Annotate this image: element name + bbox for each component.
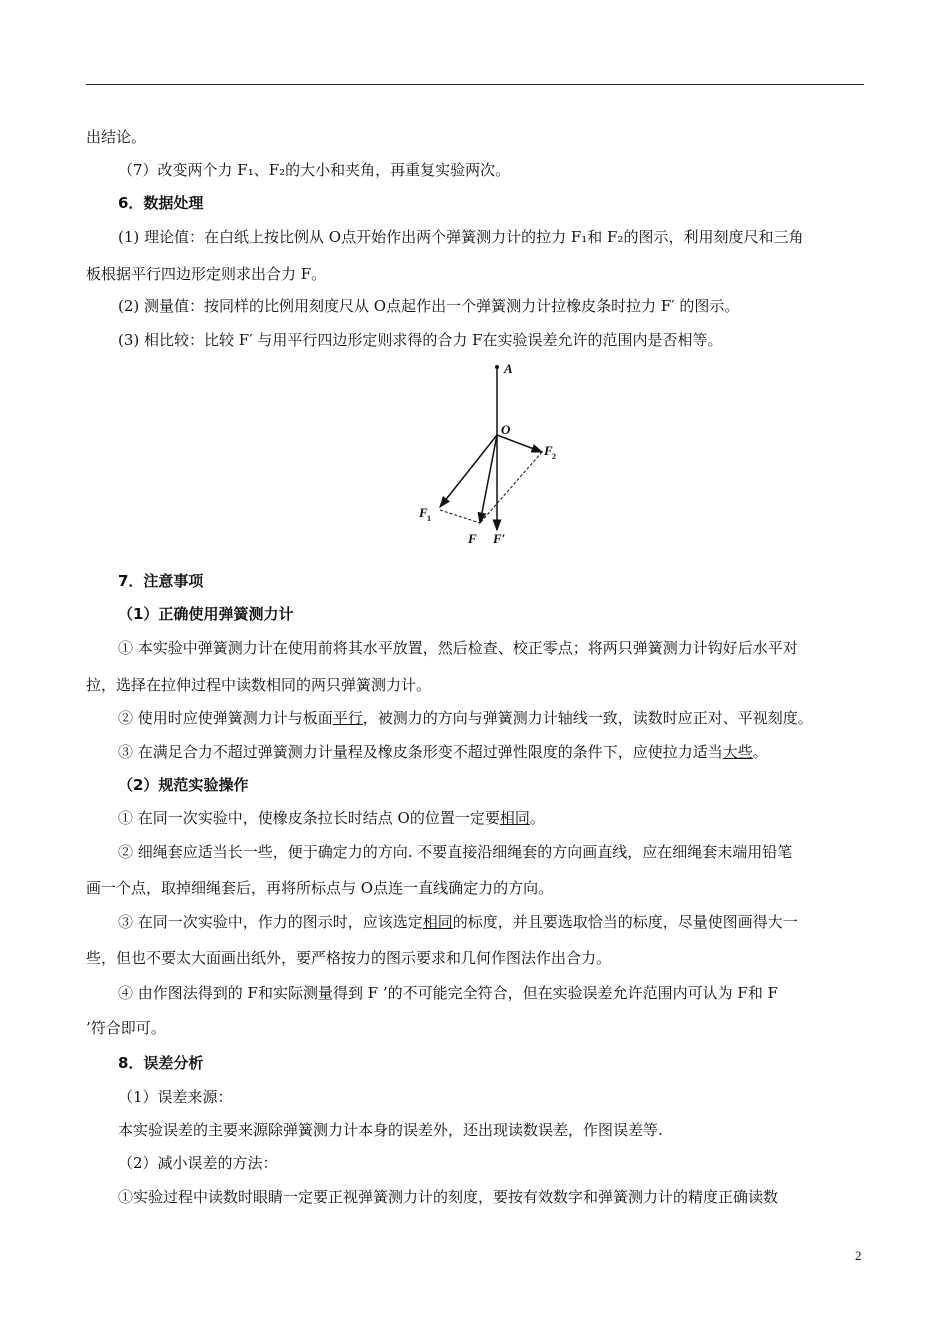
error-reduce-text: ①实验过程中读数时眼睛一定要正视弹簧测力计的刻度，要按有效数字和弹簧测力计的精度正确读数	[118, 1188, 779, 1206]
op-2-line2: 画一个点，取掉细绳套后，再将所标点与 O点连一直线确定力的方向。	[86, 879, 554, 897]
page-number: 2	[855, 1248, 862, 1263]
op-1-text: ① 在同一次实验中，使橡皮条拉长时结点 O的位置一定要相同。	[118, 809, 545, 827]
dashed-F2-F	[480, 452, 542, 523]
op-3-line2: 些，但也不要太大面画出纸外，要严格按力的图示要求和几何作图法作出合力。	[86, 949, 612, 967]
label-F2-sub: 2	[552, 452, 556, 461]
label-F2: F	[544, 443, 553, 458]
section-7-heading: 7．注意事项	[118, 572, 204, 590]
header-rule	[86, 84, 864, 85]
vector-F2	[497, 435, 542, 452]
label-O: O	[501, 422, 511, 437]
vector-F1	[440, 435, 497, 507]
data-theory-line1: (1) 理论值：在白纸上按比例从 O点开始作出两个弹簧测力计的拉力 F₁和 F₂的图示，利用刻度尺和三角	[118, 228, 804, 246]
note-1-line2: 拉，选择在拉伸过程中读数相同的两只弹簧测力计。	[86, 676, 432, 694]
point-A	[495, 365, 499, 369]
step-7-text: （7）改变两个力 F₁、F₂的大小和夹角，再重复实验两次。	[118, 161, 511, 179]
error-reduce-heading: （2）减小误差的方法：	[118, 1154, 278, 1172]
label-A: A	[504, 361, 513, 376]
vector-F	[480, 435, 497, 523]
label-F1-sub: 1	[427, 514, 431, 523]
data-theory-line2: 板根据平行四边形定则求出合力 F。	[86, 265, 327, 283]
note-3-text: ③ 在满足合力不超过弹簧测力计量程及橡皮条形变不超过弹性限度的条件下，应使拉力适当大些。	[118, 743, 768, 761]
note-1-line1: ① 本实验中弹簧测力计在使用前将其水平放置，然后检查、校正零点；将两只弹簧测力计钩好后水平对	[118, 639, 798, 657]
op-2-line1: ② 细绳套应适当长一些，便于确定力的方向. 不要直接沿细绳套的方向画直线，应在细绳套末端用铅笔	[118, 843, 793, 861]
data-measure-text: (2) 测量值：按同样的比例用刻度尺从 O点起作出一个弹簧测力计拉橡皮条时拉力 F′ 的图示。	[118, 297, 740, 315]
dashed-F1-F	[440, 510, 480, 523]
paragraph-conclusion-tail: 出结论。	[86, 128, 147, 146]
op-3-line1: ③ 在同一次实验中，作力的图示时，应该选定相同的标度，并且要选取恰当的标度，尽量使图画得大一	[118, 913, 798, 931]
label-F: F	[468, 531, 477, 546]
section-8-heading: 8．误差分析	[118, 1054, 204, 1072]
op-4-line2: ’符合即可。	[86, 1019, 166, 1037]
section-6-heading: 6．数据处理	[118, 194, 204, 212]
error-source-heading: （1）误差来源：	[118, 1088, 233, 1106]
data-compare-text: (3) 相比较：比较 F′ 与用平行四边形定则求得的合力 F在实验误差允许的范围内是否相等。	[118, 331, 723, 349]
label-F1: F	[419, 505, 428, 520]
label-Fprime: F′	[493, 531, 506, 546]
op-4-line1: ④ 由作图法得到的 F和实际测量得到 F ’的不可能完全符合，但在实验误差允许范围内可认为 F和 F	[118, 984, 779, 1002]
subsection-7-1-heading: （1）正确使用弹簧测力计	[118, 605, 294, 623]
subsection-7-2-heading: （2）规范实验操作	[118, 776, 249, 794]
force-parallelogram-diagram	[400, 355, 580, 555]
error-source-text: 本实验误差的主要来源除弹簧测力计本身的误差外，还出现读数误差，作图误差等.	[118, 1121, 663, 1139]
note-2-text: ② 使用时应使弹簧测力计与板面平行，被测力的方向与弹簧测力计轴线一致，读数时应正对、平视刻度。	[118, 709, 813, 727]
